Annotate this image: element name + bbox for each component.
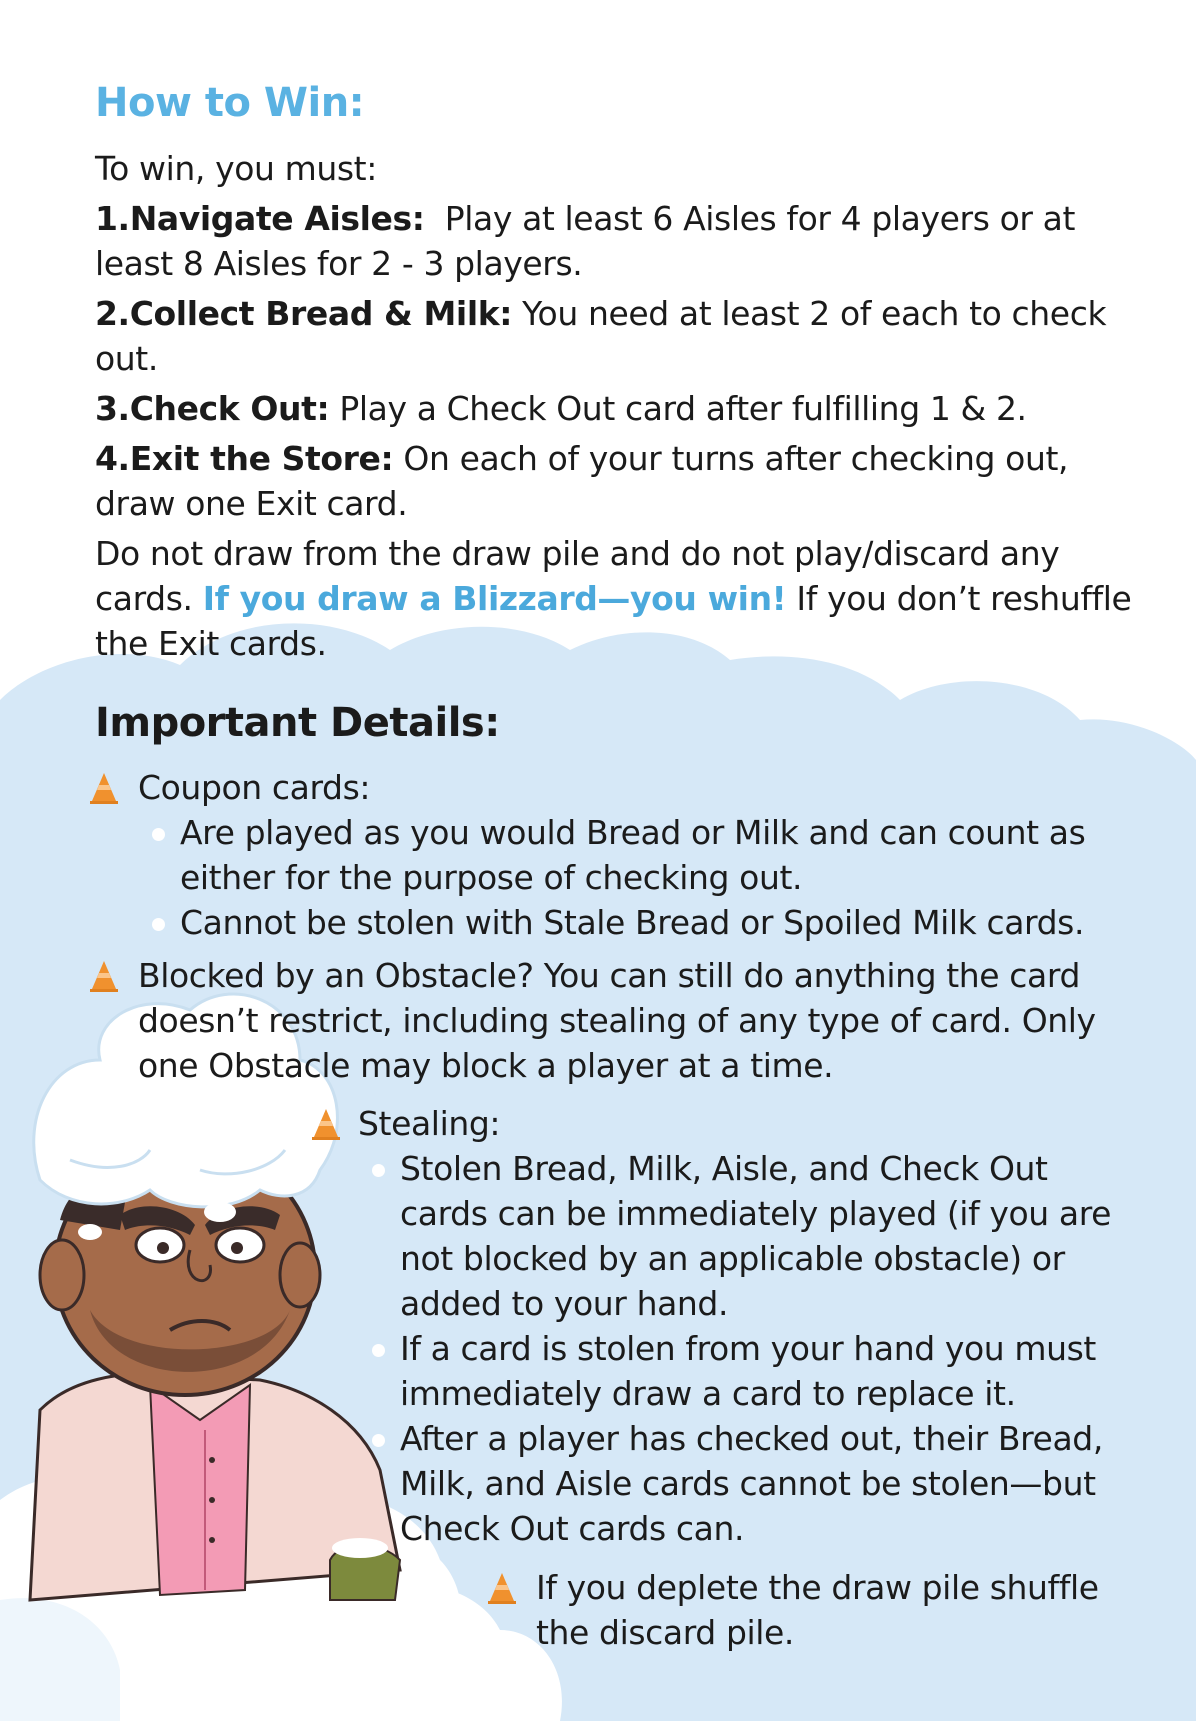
how-to-win-body: [95, 146, 1135, 666]
bullet-dot-icon: [152, 918, 165, 931]
how-to-win-intro: To win, you must:: [95, 149, 377, 188]
win-closing: Do not draw from the draw pile and do not play/discard any cards. If you draw a Blizzard—you win! If you don’t reshuffle the Exit cards.: [95, 534, 1132, 663]
stealing-sub-1: Stolen Bread, Milk, Aisle, and Check Out cards can be immediately played (if you are not blocked by an applicable obstacle) or added to your hand.: [400, 1149, 1112, 1323]
traffic-cone-icon: [88, 959, 120, 993]
win-step-2: 2.Collect Bread & Milk: You need at least 2 of each to check out.: [95, 294, 1107, 378]
win-step-3: 3.Check Out: Play a Check Out card after fulfilling 1 & 2.: [95, 389, 1027, 428]
bullet-dot-icon: [152, 828, 165, 841]
blocked-text: Blocked by an Obstacle? You can still do anything the card doesn’t restrict, including stealing of any type of card. Only one Obstacle may block a player at a time.: [138, 956, 1096, 1085]
win-step-1: 1.Navigate Aisles: Play at least 6 Aisles for 4 players or at least 8 Aisles for 2 - 3 players.: [95, 199, 1086, 283]
bullet-dot-icon: [372, 1434, 385, 1447]
coupon-label: Coupon cards:: [138, 768, 371, 807]
traffic-cone-icon: [310, 1107, 342, 1141]
deplete-text: If you deplete the draw pile shuffle the discard pile.: [536, 1568, 1099, 1652]
important-details-title: Important Details:: [95, 700, 500, 746]
win-step-4: 4.Exit the Store: On each of your turns after checking out, draw one Exit card.: [95, 439, 1069, 523]
deplete-section: [536, 1565, 1136, 1655]
traffic-cone-icon: [88, 771, 120, 805]
coupon-sub-1: Are played as you would Bread or Milk and can count as either for the purpose of checking out.: [180, 813, 1086, 897]
bullet-dot-icon: [372, 1344, 385, 1357]
stealing-section: [358, 1101, 1138, 1551]
stealing-label: Stealing:: [358, 1104, 501, 1143]
traffic-cone-icon: [486, 1571, 518, 1605]
bullet-dot-icon: [372, 1164, 385, 1177]
blocked-section: [138, 953, 1128, 1088]
stealing-sub-2: If a card is stolen from your hand you must immediately draw a card to replace it.: [400, 1329, 1096, 1413]
blizzard-highlight: If you draw a Blizzard—you win!: [202, 579, 787, 618]
coupon-section: [138, 765, 1138, 945]
coupon-sub-2: Cannot be stolen with Stale Bread or Spoiled Milk cards.: [180, 903, 1085, 942]
how-to-win-title: How to Win:: [95, 80, 365, 126]
stealing-sub-3: After a player has checked out, their Bread, Milk, and Aisle cards cannot be stolen—but Check Out cards can.: [400, 1419, 1103, 1548]
